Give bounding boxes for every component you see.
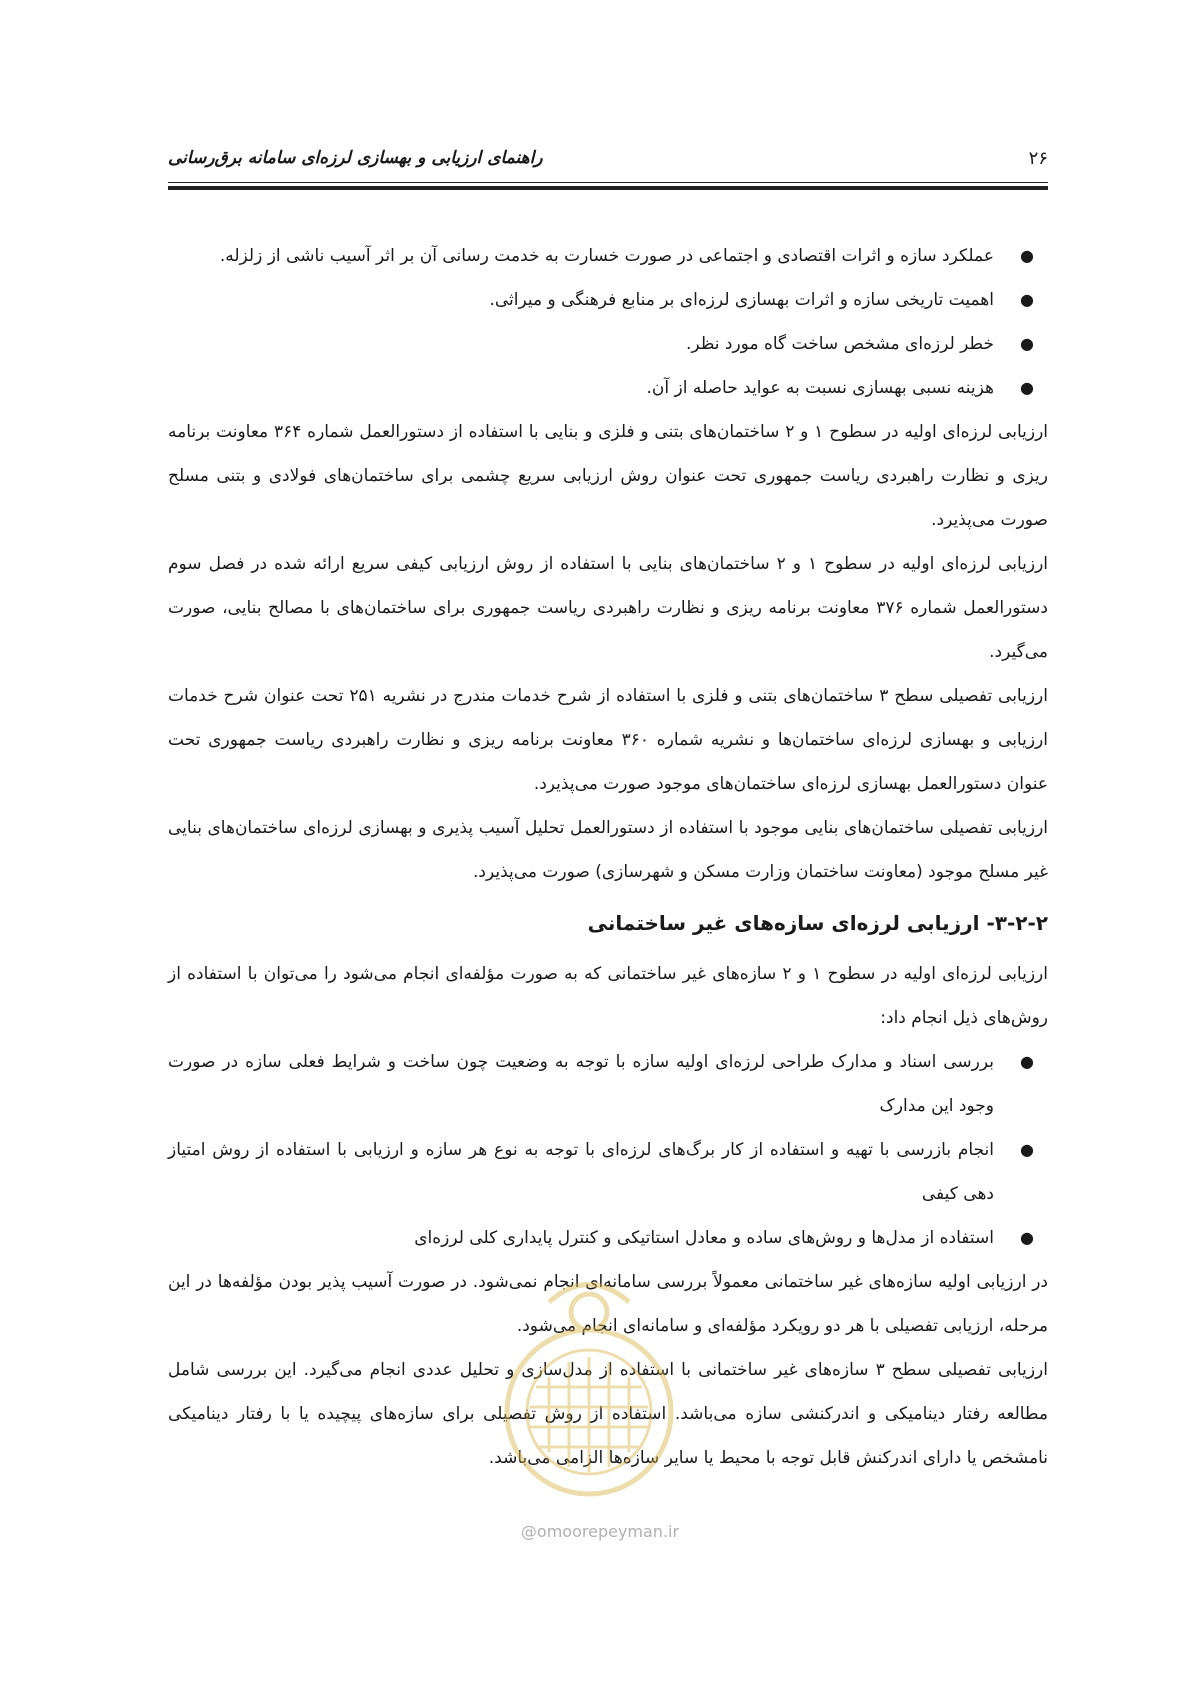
- bullet-icon: ●: [1020, 1052, 1034, 1071]
- paragraph: در ارزیابی اولیه سازه‌های غیر ساختمانی معمولاً بررسی سامانه‌ای انجام نمی‌شود. در صورت آسیب پذیر بودن مؤلفه‌ها در این مرحله، ارزیابی تفصیلی با هر دو رویکرد مؤلفه‌ای و سامانه‌ای انجام می‌شود.: [168, 1272, 1048, 1336]
- list-item: ● اهمیت تاریخی سازه و اثرات بهسازی لرزه‌ای بر منابع فرهنگی و میراثی.: [168, 278, 1048, 322]
- bullet-icon: ●: [1020, 1140, 1034, 1159]
- header-rule-thick: [168, 186, 1048, 190]
- list-item: ● هزینه نسبی بهسازی نسبت به عواید حاصله از آن.: [168, 366, 1048, 410]
- running-title: راهنمای ارزیابی و بهسازی لرزه‌ای سامانه برق‌رسانی: [168, 148, 543, 168]
- list-item: ● عملکرد سازه و اثرات اقتصادی و اجتماعی در صورت خسارت به خدمت رسانی آن بر اثر آسیب ناشی از زلزله.: [168, 234, 1048, 278]
- paragraph: ارزیابی تفصیلی سطح ۳ سازه‌های غیر ساختمانی با استفاده از مدل‌سازی و تحلیل عددی انجام می‌گیرد. این بررسی شامل مطالعه رفتار دینامیکی و اندرکنشی سازه می‌باشد. استفاده از روش تفصیلی برای سازه‌های پیچیده یا با رفتار دینامیکی نامشخص یا دارای اندرکنش قابل توجه با محیط یا سایر سازه‌ها الزامی می‌باشد.: [168, 1360, 1048, 1468]
- bullet-icon: ●: [1020, 334, 1034, 353]
- bullet-icon: ●: [1020, 378, 1034, 397]
- bullet-list-methods: [168, 1040, 1048, 1260]
- list-item: ● استفاده از مدل‌ها و روش‌های ساده و معادل استاتیکی و کنترل پایداری کلی لرزه‌ای: [168, 1216, 1048, 1260]
- list-item: ● انجام بازرسی با تهیه و استفاده از کار برگ‌های لرزه‌ای با توجه به نوع هر سازه و ارزیابی با استفاده از روش امتیاز دهی کیفی: [168, 1128, 1048, 1216]
- watermark-site-text: @omoorepeyman.ir: [520, 1522, 680, 1541]
- paragraph: ارزیابی تفصیلی سطح ۳ ساختمان‌های بتنی و فلزی با استفاده از شرح خدمات مندرج در نشریه ۲۵۱ تحت عنوان شرح خدمات ارزیابی و بهسازی لرزه‌ای ساختمان‌ها و نشریه شماره ۳۶۰ معاونت برنامه ریزی و نظارت راهبردی ریاست جمهوری تحت عنوان دستورالعمل بهسازی لرزه‌ای ساختمان‌های موجود صورت می‌پذیرد.: [168, 686, 1048, 794]
- bullet-icon: ●: [1020, 290, 1034, 309]
- paragraph: ارزیابی لرزه‌ای اولیه در سطوح ۱ و ۲ ساختمان‌های بنایی با استفاده از روش ارزیابی کیفی سریع ارائه شده در فصل سوم دستورالعمل شماره ۳۷۶ معاونت برنامه ریزی و نظارت راهبردی ریاست جمهوری برای ساختمان‌های با مصالح بنایی، صورت می‌گیرد.: [168, 554, 1049, 662]
- paragraph: ارزیابی لرزه‌ای اولیه در سطوح ۱ و ۲ سازه‌های غیر ساختمانی که به صورت مؤلفه‌ای انجام می‌شود را می‌توان با استفاده از روش‌های ذیل انجام داد:: [168, 964, 1048, 1028]
- list-item: ● بررسی اسناد و مدارک طراحی لرزه‌ای اولیه سازه با توجه به وضعیت چون ساخت و شرایط فعلی سازه در صورت وجود این مدارک: [168, 1040, 1048, 1128]
- bullet-icon: ●: [1020, 246, 1034, 265]
- bullet-icon: ●: [1020, 1228, 1034, 1247]
- body-text: [168, 234, 1048, 1480]
- page-number: ۲۶: [1028, 148, 1048, 169]
- paragraph: ارزیابی لرزه‌ای اولیه در سطوح ۱ و ۲ ساختمان‌های بتنی و فلزی و بنایی با استفاده از دستورالعمل شماره ۳۶۴ معاونت برنامه ریزی و نظارت راهبردی ریاست جمهوری تحت عنوان روش ارزیابی سریع چشمی برای ساختمان‌های فولادی و بتنی مسلح صورت می‌پذیرد.: [168, 422, 1049, 530]
- list-item: ● خطر لرزه‌ای مشخص ساخت گاه مورد نظر.: [168, 322, 1048, 366]
- paragraph: ارزیابی تفصیلی ساختمان‌های بنایی موجود با استفاده از دستورالعمل تحلیل آسیب پذیری و بهسازی لرزه‌ای ساختمان‌های بنایی غیر مسلح موجود (معاونت ساختمان وزارت مسکن و شهرسازی) صورت می‌پذیرد.: [168, 818, 1048, 882]
- header-rule-thin: [168, 182, 1048, 183]
- bullet-list-criteria: [168, 234, 1048, 410]
- section-heading: ۳-۲-۲- ارزیابی لرزه‌ای سازه‌های غیر ساختمانی: [587, 911, 1048, 935]
- page-header: [168, 140, 1048, 180]
